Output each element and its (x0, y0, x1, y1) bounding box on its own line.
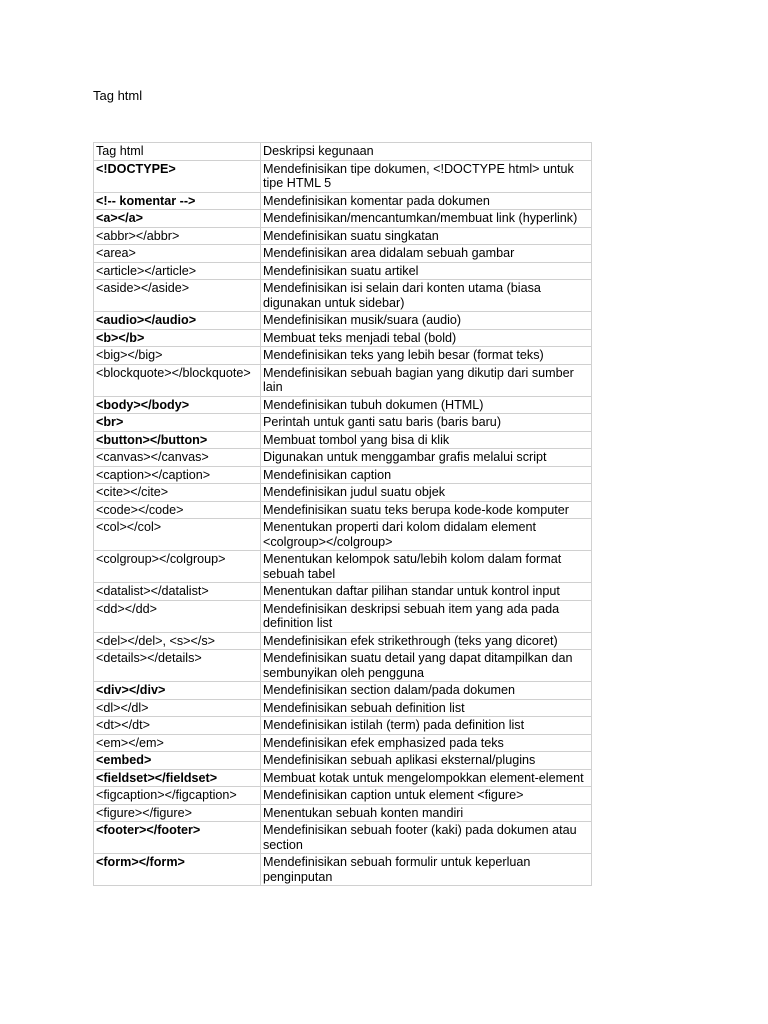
table-row (94, 804, 592, 822)
table-row (94, 431, 592, 449)
tag-cell: <br> (94, 414, 261, 432)
description-cell: Menentukan kelompok satu/lebih kolom dalam format sebuah tabel (261, 551, 592, 583)
tag-cell: <cite></cite> (94, 484, 261, 502)
table-row (94, 396, 592, 414)
description-cell: Mendefinisikan suatu teks berupa kode-kode komputer (261, 501, 592, 519)
table-row (94, 227, 592, 245)
table-row (94, 854, 592, 886)
description-cell: Mendefinisikan teks yang lebih besar (format teks) (261, 347, 592, 365)
tag-cell: <aside></aside> (94, 280, 261, 312)
description-cell: Mendefinisikan tubuh dokumen (HTML) (261, 396, 592, 414)
table-row (94, 632, 592, 650)
description-cell: Membuat tombol yang bisa di klik (261, 431, 592, 449)
tag-cell: <colgroup></colgroup> (94, 551, 261, 583)
tag-cell: <embed> (94, 752, 261, 770)
tag-cell: <em></em> (94, 734, 261, 752)
description-cell: Mendefinisikan sebuah definition list (261, 699, 592, 717)
table-row (94, 329, 592, 347)
table-row (94, 466, 592, 484)
tag-cell: <a></a> (94, 210, 261, 228)
description-cell: Mendefinisikan efek emphasized pada teks (261, 734, 592, 752)
description-cell: Mendefinisikan suatu singkatan (261, 227, 592, 245)
description-cell: Mendefinisikan sebuah bagian yang dikutip dari sumber lain (261, 364, 592, 396)
tag-cell: <body></body> (94, 396, 261, 414)
tag-cell: <abbr></abbr> (94, 227, 261, 245)
tag-cell: <canvas></canvas> (94, 449, 261, 467)
table-row (94, 280, 592, 312)
table-row (94, 484, 592, 502)
description-cell: Mendefinisikan sebuah formulir untuk keperluan penginputan (261, 854, 592, 886)
tag-cell: <article></article> (94, 262, 261, 280)
tag-cell: <audio></audio> (94, 312, 261, 330)
tag-cell: <dt></dt> (94, 717, 261, 735)
table-row (94, 449, 592, 467)
tag-cell: <dl></dl> (94, 699, 261, 717)
tag-cell: <col></col> (94, 519, 261, 551)
description-cell: Mendefinisikan isi selain dari konten utama (biasa digunakan untuk sidebar) (261, 280, 592, 312)
description-cell: Mendefinisikan komentar pada dokumen (261, 192, 592, 210)
table-row (94, 501, 592, 519)
tag-cell: <!DOCTYPE> (94, 160, 261, 192)
table-row (94, 787, 592, 805)
description-cell: Mendefinisikan judul suatu objek (261, 484, 592, 502)
table-header-row (94, 143, 592, 161)
tag-cell: <area> (94, 245, 261, 263)
description-cell: Membuat teks menjadi tebal (bold) (261, 329, 592, 347)
table-row (94, 822, 592, 854)
tag-cell: <footer></footer> (94, 822, 261, 854)
tag-cell: <caption></caption> (94, 466, 261, 484)
description-cell: Menentukan sebuah konten mandiri (261, 804, 592, 822)
description-cell: Digunakan untuk menggambar grafis melalui script (261, 449, 592, 467)
description-cell: Menentukan properti dari kolom didalam element <colgroup></colgroup> (261, 519, 592, 551)
table-row (94, 210, 592, 228)
description-cell: Mendefinisikan section dalam/pada dokumen (261, 682, 592, 700)
tag-cell: <form></form> (94, 854, 261, 886)
table-row (94, 734, 592, 752)
table-row (94, 682, 592, 700)
tag-cell: <del></del>, <s></s> (94, 632, 261, 650)
description-cell: Mendefinisikan deskripsi sebuah item yang ada pada definition list (261, 600, 592, 632)
description-cell: Mendefinisikan area didalam sebuah gambar (261, 245, 592, 263)
tag-cell: <datalist></datalist> (94, 583, 261, 601)
tag-cell: <fieldset></fieldset> (94, 769, 261, 787)
description-cell: Menentukan daftar pilihan standar untuk kontrol input (261, 583, 592, 601)
description-cell: Mendefinisikan/mencantumkan/membuat link (hyperlink) (261, 210, 592, 228)
page-title: Tag html (93, 88, 143, 103)
description-cell: Mendefinisikan caption untuk element <figure> (261, 787, 592, 805)
description-cell: Mendefinisikan musik/suara (audio) (261, 312, 592, 330)
table-row (94, 414, 592, 432)
header-tag: Tag html (94, 143, 261, 161)
table-row (94, 699, 592, 717)
tag-table (93, 142, 592, 886)
tag-cell: <div></div> (94, 682, 261, 700)
description-cell: Mendefinisikan sebuah aplikasi eksternal/plugins (261, 752, 592, 770)
description-cell: Membuat kotak untuk mengelompokkan element-element (261, 769, 592, 787)
tag-cell: <button></button> (94, 431, 261, 449)
table-row (94, 160, 592, 192)
tag-cell: <blockquote></blockquote> (94, 364, 261, 396)
tag-cell: <dd></dd> (94, 600, 261, 632)
description-cell: Mendefinisikan caption (261, 466, 592, 484)
description-cell: Mendefinisikan suatu detail yang dapat ditampilkan dan sembunyikan oleh pengguna (261, 650, 592, 682)
tag-cell: <!-- komentar --> (94, 192, 261, 210)
table-row (94, 717, 592, 735)
table-row (94, 347, 592, 365)
tag-cell: <code></code> (94, 501, 261, 519)
tag-cell: <figcaption></figcaption> (94, 787, 261, 805)
table-row (94, 769, 592, 787)
description-cell: Mendefinisikan efek strikethrough (teks yang dicoret) (261, 632, 592, 650)
table-row (94, 600, 592, 632)
description-cell: Mendefinisikan tipe dokumen, <!DOCTYPE html> untuk tipe HTML 5 (261, 160, 592, 192)
header-description: Deskripsi kegunaan (261, 143, 592, 161)
table-row (94, 650, 592, 682)
tag-cell: <figure></figure> (94, 804, 261, 822)
table-row (94, 312, 592, 330)
tag-cell: <big></big> (94, 347, 261, 365)
description-cell: Mendefinisikan istilah (term) pada definition list (261, 717, 592, 735)
table-row (94, 519, 592, 551)
table-row (94, 245, 592, 263)
table-row (94, 364, 592, 396)
table-row (94, 262, 592, 280)
table-row (94, 551, 592, 583)
table-body (94, 160, 592, 886)
description-cell: Perintah untuk ganti satu baris (baris baru) (261, 414, 592, 432)
table-row (94, 192, 592, 210)
table-row (94, 752, 592, 770)
tag-cell: <b></b> (94, 329, 261, 347)
description-cell: Mendefinisikan suatu artikel (261, 262, 592, 280)
description-cell: Mendefinisikan sebuah footer (kaki) pada dokumen atau section (261, 822, 592, 854)
table-row (94, 583, 592, 601)
tag-cell: <details></details> (94, 650, 261, 682)
